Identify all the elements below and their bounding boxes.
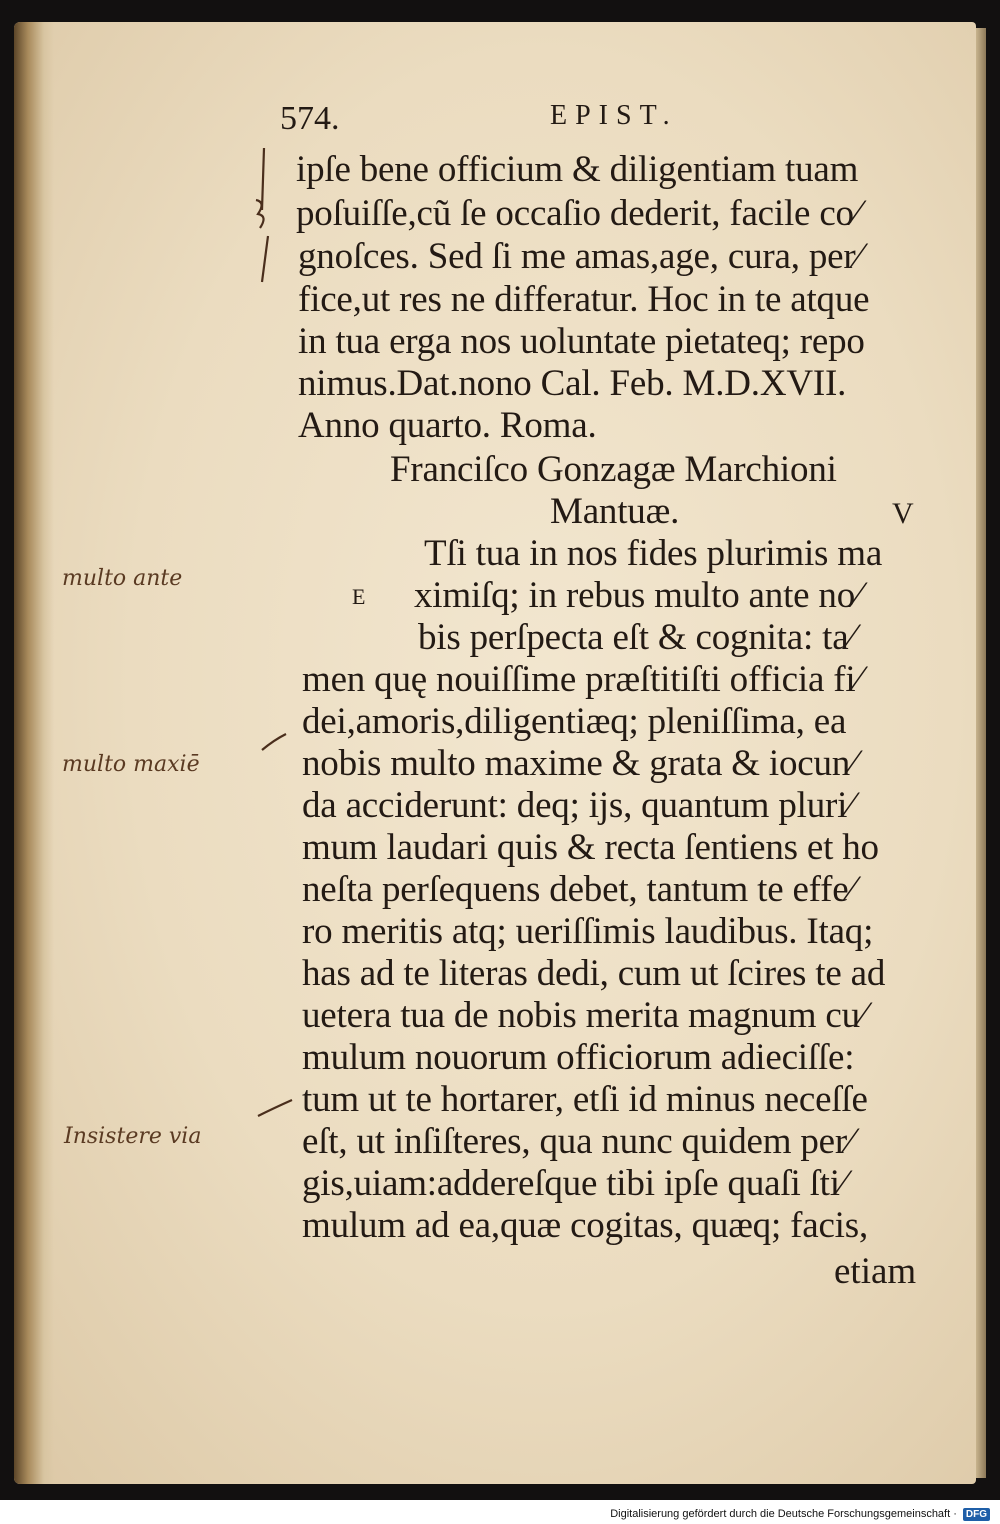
footer-text: Digitalisierung gefördert durch die Deutsche Forschungsgemeinschaft · — [610, 1508, 957, 1520]
text-line: poſuiſſe,cũ ſe occaſio dederit, facile co⁄ — [296, 193, 860, 234]
text-line: ipſe bene officium & diligentiam tuam — [296, 149, 859, 190]
text-line: eſt, ut inſiſteres, qua nunc quidem per⁄ — [302, 1121, 853, 1162]
catchword: etiam — [834, 1251, 917, 1292]
dfg-logo: DFG — [963, 1508, 990, 1521]
page-number: 574. — [280, 100, 340, 137]
text-line: mulum nouorum officiorum adieciſſe: — [302, 1037, 855, 1078]
text-line: Tſi tua in nos fides plurimis ma — [424, 533, 883, 574]
margin-bracket-mark — [250, 140, 280, 290]
text-line: gis,uiam:addereſque tibi ipſe quaſi ſti⁄ — [302, 1163, 846, 1204]
margin-note: multo ante — [62, 566, 183, 591]
address-line: Franciſco Gonzagæ Marchioni — [390, 449, 837, 490]
text-line: tum ut te hortarer, etſi id minus neceſſe — [302, 1079, 868, 1120]
text-line: da acciderunt: deq; ijs, quantum pluri⁄ — [302, 785, 854, 826]
text-line: bis perſpecta eſt & cognita: ta⁄ — [418, 617, 855, 658]
text-line: fice,ut res ne differatur. Hoc in te atque — [298, 279, 870, 320]
text-line: neſta perſequens debet, tantum te effe⁄ — [302, 869, 855, 910]
book-gutter — [14, 22, 54, 1484]
margin-note: Insistere via — [64, 1124, 202, 1149]
text-line: Anno quarto. Roma. — [298, 405, 597, 446]
text-line: ro meritis atq; ueriſſimis laudibus. Itaq; — [302, 911, 874, 952]
page-edge — [976, 28, 986, 1478]
drop-initial: E — [352, 584, 366, 609]
text-line: nimus.Dat.nono Cal. Feb. M.D.XVII. — [298, 363, 847, 404]
text-line: gnoſces. Sed ſi me amas,age, cura, per⁄ — [298, 236, 862, 277]
pen-stroke-mark — [210, 720, 290, 760]
running-title: EPIST. — [550, 100, 678, 131]
text-line: dei,amoris,diligentiæq; pleniſſima, ea — [302, 701, 847, 742]
text-line: mulum ad ea,quæ cogitas, quæq; facis, — [302, 1205, 868, 1246]
pen-stroke-mark — [230, 1088, 300, 1128]
margin-note: multo maxiē — [62, 752, 200, 777]
digitization-footer — [610, 1504, 990, 1524]
text-line: nobis multo maxime & grata & iocun⁄ — [302, 743, 857, 784]
address-line: Mantuæ. — [550, 491, 680, 532]
text-line: in tua erga nos uoluntate pietateq; repo — [298, 321, 865, 362]
text-line: uetera tua de nobis merita magnum cu⁄ — [302, 995, 866, 1036]
address-mark: V — [892, 497, 914, 530]
text-line: mum laudari quis & recta ſentiens et ho — [302, 827, 879, 868]
text-line: men quę nouiſſime præſtitiſti officia fi⁄ — [302, 659, 862, 700]
text-line: has ad te literas dedi, cum ut ſcires te ad — [302, 953, 886, 994]
text-line: ximiſq; in rebus multo ante no⁄ — [414, 575, 862, 616]
